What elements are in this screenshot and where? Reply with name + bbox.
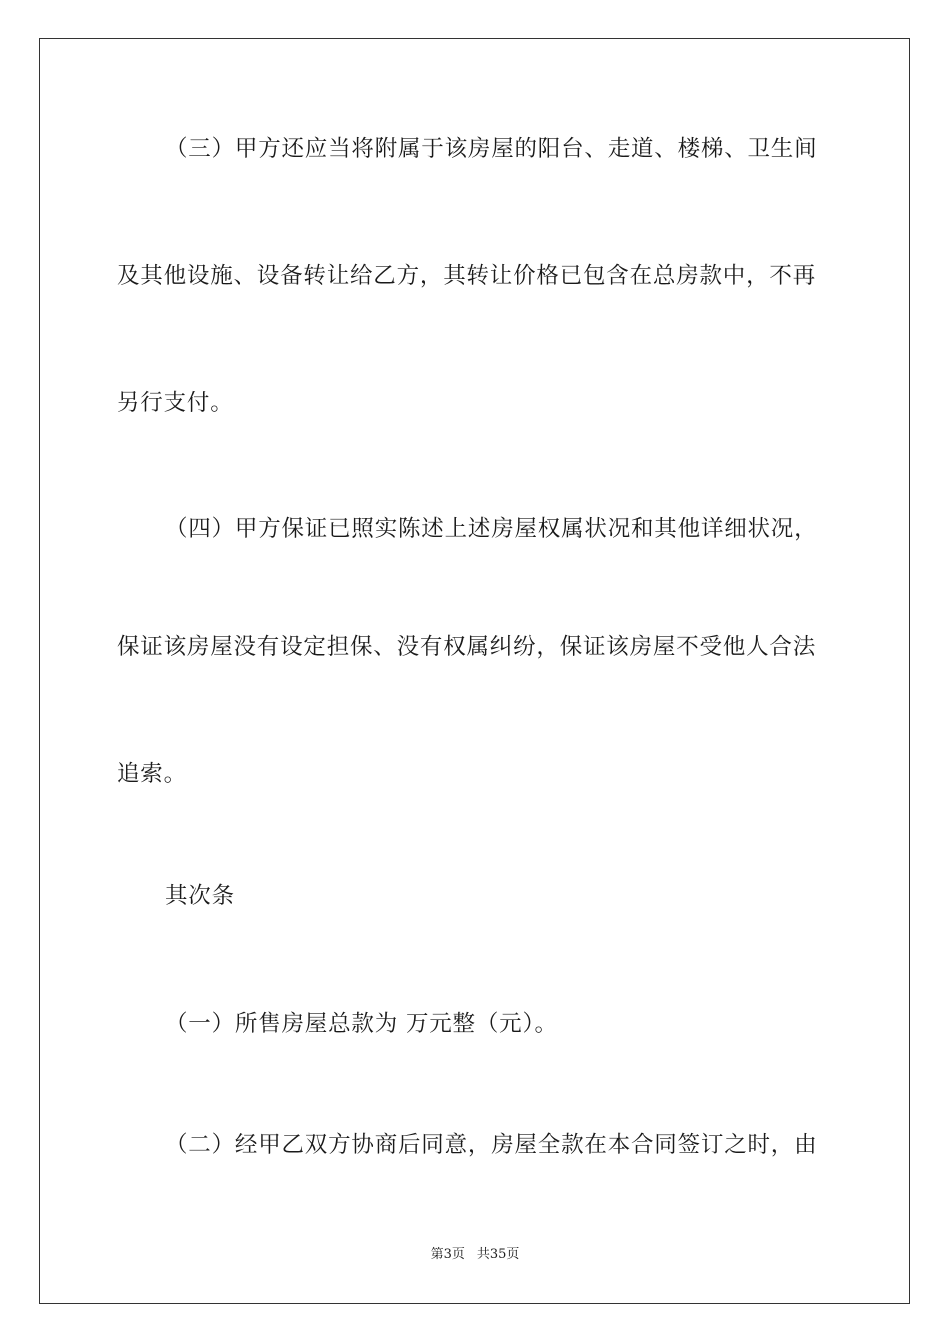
paragraph-3-line-1: （三）甲方还应当将附属于该房屋的阳台、走道、楼梯、卫生间 [165,136,818,162]
paragraph-3-line-3: 另行支付。 [117,390,234,416]
paragraph-4-line-2: 保证该房屋没有设定担保、没有权属纠纷，保证该房屋不受他人合法 [117,634,817,660]
section-heading: 其次条 [165,883,235,909]
clause-1-line-1: （一）所售房屋总款为 万元整（元）。 [165,1011,558,1037]
page-total: 共35页 [476,1247,520,1262]
paragraph-3-line-2: 及其他设施、设备转让给乙方，其转让价格已包含在总房款中，不再 [117,263,817,289]
paragraph-4-line-1: （四）甲方保证已照实陈述上述房屋权属状况和其他详细状况， [165,516,818,542]
page-footer [0,1246,950,1264]
paragraph-4-line-3: 追索。 [117,761,187,787]
page-number: 第3页 [430,1247,465,1262]
clause-2-line-1: （二）经甲乙双方协商后同意，房屋全款在本合同签订之时，由 [165,1132,818,1158]
page-border [39,38,910,1304]
